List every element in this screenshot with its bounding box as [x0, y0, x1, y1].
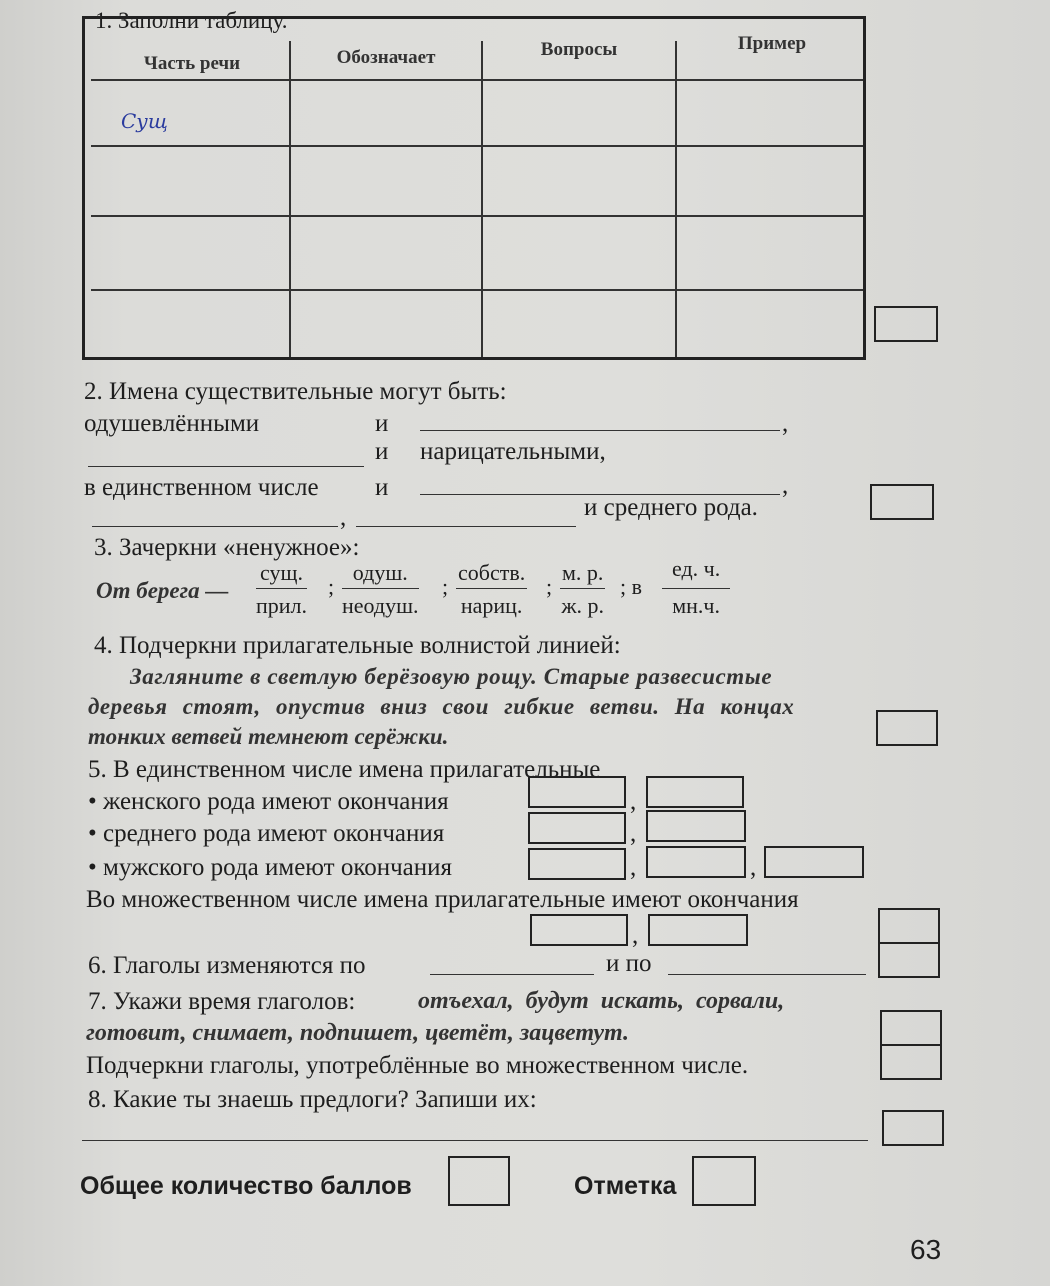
- handwritten-entry: Сущ: [121, 109, 168, 133]
- answer-line[interactable]: [82, 1140, 868, 1141]
- ending-box[interactable]: [528, 848, 626, 880]
- task-5-text: Во множественном числе имена прилагательные имеют окончания: [86, 886, 799, 913]
- table-divider: [675, 41, 677, 357]
- ending-box[interactable]: [764, 846, 864, 878]
- choice-fraction[interactable]: [456, 560, 527, 619]
- separator: ;: [442, 574, 449, 599]
- task-2-text: и: [375, 438, 389, 465]
- column-header: Часть речи: [143, 53, 241, 74]
- ending-box[interactable]: [528, 776, 626, 808]
- table-divider: [91, 215, 863, 217]
- answer-line[interactable]: [356, 526, 576, 527]
- choice-fraction[interactable]: [662, 556, 730, 619]
- task-5-title: 5. В единственном числе имена прилагательные: [88, 756, 601, 783]
- separator: ;: [546, 574, 553, 599]
- task-4-text: Загляните в светлую берёзовую рощу. Старые развесистые: [130, 664, 773, 689]
- score-box[interactable]: [880, 1044, 942, 1080]
- task-7-text: Подчеркни глаголы, употреблённые во множественном числе.: [86, 1052, 749, 1079]
- task-2-text: в единственном числе: [84, 474, 319, 501]
- task-4-text: тонких ветвей темнеют серёжки.: [88, 724, 449, 749]
- table-divider: [91, 289, 863, 291]
- score-box[interactable]: [880, 1010, 942, 1046]
- total-points-box[interactable]: [448, 1156, 510, 1206]
- table-divider: [91, 79, 863, 81]
- task-1-title: 1. Заполни таблицу.: [95, 8, 288, 33]
- task-4-text: деревья стоят, опустив вниз свои гибкие ветви. На концах: [88, 694, 795, 719]
- choice-option[interactable]: сущ.: [256, 560, 307, 589]
- task-3-phrase: От берега —: [96, 578, 229, 603]
- score-box[interactable]: [874, 306, 938, 342]
- task-5-item: • женского рода имеют окончания: [88, 788, 449, 815]
- choice-option[interactable]: мн.ч.: [672, 593, 720, 618]
- grade-label: Отметка: [574, 1172, 677, 1200]
- answer-line[interactable]: [420, 430, 780, 431]
- task-5-item: • среднего рода имеют окончания: [88, 820, 445, 847]
- choice-fraction[interactable]: [342, 560, 419, 619]
- table-divider: [91, 145, 863, 147]
- table-divider: [289, 41, 291, 357]
- total-points-label: Общее количество баллов: [80, 1172, 412, 1200]
- grade-box[interactable]: [692, 1156, 756, 1206]
- ending-box[interactable]: [646, 846, 746, 878]
- answer-line[interactable]: [668, 974, 866, 975]
- task-3-title: 3. Зачеркни «ненужное»:: [94, 534, 360, 561]
- task-6-text: 6. Глаголы изменяются по: [88, 952, 366, 979]
- choice-option[interactable]: нариц.: [460, 593, 523, 618]
- parts-of-speech-table: [82, 16, 866, 360]
- score-box[interactable]: [870, 484, 934, 520]
- separator: ,: [630, 788, 637, 815]
- column-header: Пример: [737, 33, 807, 54]
- ending-box[interactable]: [646, 810, 746, 842]
- column-header: Вопросы: [540, 39, 618, 60]
- task-8-title: 8. Какие ты знаешь предлоги? Запиши их:: [88, 1086, 537, 1113]
- task-2-text: нарицательными,: [420, 438, 606, 465]
- task-7-title: 7. Укажи время глаголов:: [88, 988, 356, 1015]
- page-number: 63: [910, 1234, 942, 1265]
- task-2-text: ,: [782, 410, 789, 437]
- ending-box[interactable]: [528, 812, 626, 844]
- choice-option[interactable]: м. р.: [560, 560, 605, 589]
- task-2-text: ,: [782, 472, 789, 499]
- ending-box[interactable]: [648, 914, 748, 946]
- answer-line[interactable]: [430, 974, 594, 975]
- score-box[interactable]: [876, 710, 938, 746]
- choice-option[interactable]: прил.: [256, 593, 308, 618]
- task-2-text: и среднего рода.: [584, 494, 758, 521]
- choice-option[interactable]: одуш.: [342, 560, 419, 589]
- choice-option[interactable]: собств.: [456, 560, 527, 589]
- ending-box[interactable]: [530, 914, 628, 946]
- score-box[interactable]: [878, 942, 940, 978]
- task-7-verbs: готовит, снимает, подпишет, цветёт, зацветут.: [86, 1020, 629, 1046]
- column-header: Обозначает: [336, 47, 436, 68]
- task-4-title: 4. Подчеркни прилагательные волнистой линией:: [94, 632, 621, 659]
- task-2-text: ,: [340, 504, 347, 531]
- choice-option[interactable]: ед. ч.: [662, 556, 730, 589]
- choice-option[interactable]: ж. р.: [561, 593, 605, 618]
- answer-line[interactable]: [88, 466, 364, 467]
- task-5-item: • мужского рода имеют окончания: [88, 854, 453, 881]
- choice-option[interactable]: неодуш.: [342, 593, 419, 618]
- separator: ,: [630, 820, 637, 847]
- separator: ,: [630, 854, 637, 881]
- task-7-verbs: отъехал, будут искать, сорвали,: [418, 988, 785, 1014]
- table-divider: [481, 41, 483, 357]
- task-2-text: одушевлёнными: [84, 410, 260, 437]
- task-6-text: и по: [606, 950, 652, 977]
- score-box[interactable]: [878, 908, 940, 944]
- separator: ; в: [620, 574, 642, 599]
- separator: ,: [750, 854, 757, 881]
- ending-box[interactable]: [646, 776, 744, 808]
- answer-line[interactable]: [92, 526, 338, 527]
- separator: ;: [328, 574, 335, 599]
- choice-fraction[interactable]: [256, 560, 307, 619]
- choice-fraction[interactable]: [560, 560, 605, 619]
- task-2-text: и: [375, 474, 389, 501]
- task-2-text: и: [375, 410, 389, 437]
- score-box[interactable]: [882, 1110, 944, 1146]
- task-2-title: 2. Имена существительные могут быть:: [84, 378, 507, 405]
- separator: ,: [632, 922, 639, 949]
